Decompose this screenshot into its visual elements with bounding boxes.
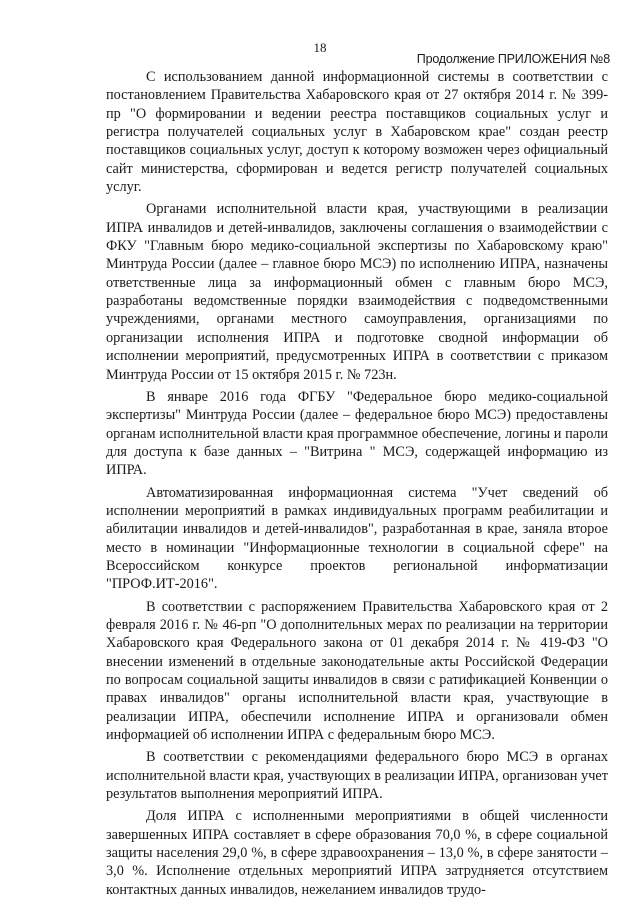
appendix-continuation-label: Продолжение ПРИЛОЖЕНИЯ №8 [416,52,610,66]
page-number: 18 [313,40,327,55]
paragraph-ipra-statistics: Доля ИПРА с исполненными мероприятиями в общей численности завершенных ИПРА составляет в сфере образования 70,0 %, в сфере социальной защиты населения 29,0 %, в сфере здравоохранения – 13,0 %, в сфере занятости – 3,0 %. Исполнение отдельных мероприятий ИПРА затрудняется отсутствием контактных данных инвалидов, нежеланием инвалидов трудо- [106,808,608,898]
paragraph-government-order: В соответствии с распоряжением Правительства Хабаровского края от 2 февраля 2016 г. № 46-рп "О дополнительных мерах по реализации на территории Хабаровского края Федерального закона от 01 декабря 2014 г. № 419-ФЗ "О внесении изменений в отдельные законодательные акты Российской Федерации по вопросам социальной защиты инвалидов в связи с ратификацией Конвенции о правах инвалидов" органы исполнительной власти края, участвующие в реализации ИПРА, обеспечили исполнение ИПРА и организовали обмен информацией об исполнении ИПРА с федеральным бюро МСЭ. [106,598,608,744]
paragraph-automated-system-award: Автоматизированная информационная система "Учет сведений об исполнении мероприятий в рамках индивидуальных программ реабилитации и абилитации инвалидов и детей-инвалидов", разработанная в крае, заняла второе место в номинации "Информационные технологии в социальной сфере" на Всероссийском конкурсе проектов региональной информатизации "ПРОФ.ИТ-2016". [106,484,608,593]
body-text [106,68,608,899]
paragraph-information-system: С использованием данной информационной системы в соответствии с постановлением Правительства Хабаровского края от 27 октября 2014 г. № 399-пр "О формировании и ведении реестра поставщиков социальных услуг и регистра получателей социальных услуг в Хабаровском крае" создан реестр поставщиков социальных услуг, доступ к которому возможен через официальный сайт министерства, сформирован и ведется регистр получателей социальных услуг. [106,69,608,196]
paragraph-executive-agreements: Органами исполнительной власти края, участвующими в реализации ИПРА инвалидов и детей-инвалидов, заключены соглашения о взаимодействии с ФКУ "Главным бюро медико-социальной экспертизы по Хабаровскому краю" Минтруда России (далее – главное бюро МСЭ) по исполнению ИПРА, назначены ответственные лица за информационный обмен с главным бюро МСЭ, разработаны ведомственные порядки взаимодействия с подведомственными учреждениями, органами местного самоуправления, организациями по организации исполнения ИПРА и подготовке сводной информации об исполнении мероприятий, предусмотренных ИПРА в соответствии с приказом Минтруда России от 15 октября 2015 г. № 723н. [106,201,608,383]
paragraph-recommendations: В соответствии с рекомендациями федерального бюро МСЭ в органах исполнительной власти края, участвующих в реализации ИПРА, организован учет результатов выполнения мероприятий ИПРА. [106,749,608,803]
paragraph-federal-bureau-software: В январе 2016 года ФГБУ "Федеральное бюро медико-социальной экспертизы" Минтруда России (далее – федеральное бюро МСЭ) предоставлены органам исполнительной власти края программное обеспечение, логины и пароли для доступа к базе данных – "Витрина " МСЭ, содержащей информацию из ИПРА. [106,388,608,479]
